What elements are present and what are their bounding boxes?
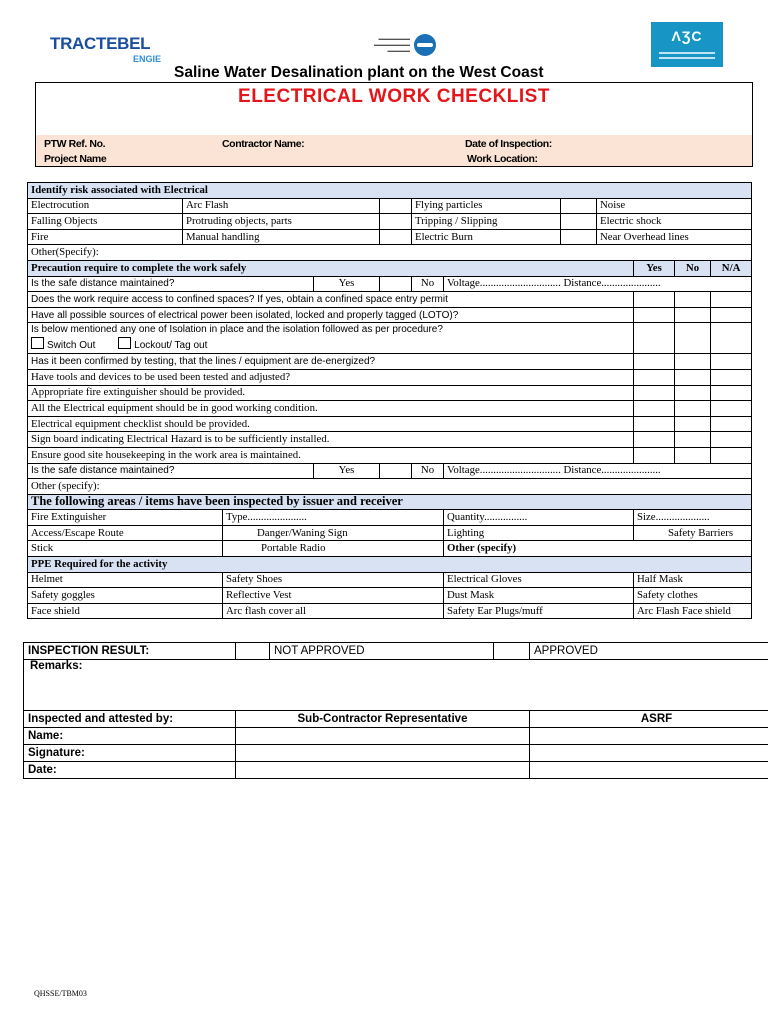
- precaution-row-isolation: [28, 323, 752, 354]
- risk-other-field[interactable]: Other(Specify):: [28, 245, 752, 261]
- area-item: Danger/Waning Sign: [223, 525, 444, 541]
- risk-check[interactable]: [561, 198, 597, 214]
- voltage-distance-field[interactable]: Voltage.............................. Distance......................: [444, 276, 752, 292]
- distance-question: Is the safe distance maintained?: [28, 276, 314, 292]
- isolation-cell: [28, 323, 634, 354]
- project-name-label: Project Name: [44, 153, 107, 165]
- work-location-label: Work Location:: [467, 153, 538, 165]
- size-field[interactable]: Size....................: [634, 510, 752, 526]
- ppe-item: Electrical Gloves: [444, 572, 634, 588]
- risk-row: [28, 229, 752, 245]
- risk-item: Manual handling: [183, 229, 380, 245]
- lockout-label: Lockout/ Tag out: [134, 340, 208, 352]
- risk-header-row: [28, 183, 752, 199]
- risk-item: Fire: [28, 229, 183, 245]
- ppe-header-row: [28, 557, 752, 573]
- risk-item: Noise: [597, 198, 752, 214]
- ppe-item: Safety Shoes: [223, 572, 444, 588]
- precaution-row: [28, 385, 752, 401]
- result-row: [24, 643, 768, 660]
- na-cell[interactable]: [711, 432, 752, 448]
- document-code: QHSSE/TBM03: [34, 989, 87, 998]
- yes-cell[interactable]: [634, 323, 675, 354]
- ppe-item: Reflective Vest: [223, 588, 444, 604]
- precaution-heading: Precaution require to complete the work safely: [28, 260, 634, 276]
- distance-row: [28, 276, 752, 292]
- areas-heading: The following areas / items have been inspected by issuer and receiver: [28, 494, 752, 510]
- precaution-row: [28, 354, 752, 370]
- risk-check[interactable]: [380, 214, 412, 230]
- precaution-header-row: [28, 260, 752, 276]
- precaution-item: Has it been confirmed by testing, that the lines / equipment are de-energized?: [28, 354, 634, 370]
- swcc-emblem-icon: [414, 34, 436, 56]
- precaution-row: [28, 307, 752, 323]
- document-title: ELECTRICAL WORK CHECKLIST: [238, 86, 550, 107]
- signature-row: [24, 745, 768, 762]
- name-label: Name:: [24, 728, 236, 745]
- ppe-item: Helmet: [28, 572, 223, 588]
- risk-item: Electric shock: [597, 214, 752, 230]
- risk-check[interactable]: [380, 229, 412, 245]
- risk-check[interactable]: [561, 229, 597, 245]
- area-item: Safety Barriers: [634, 525, 752, 541]
- risk-item: Near Overhead lines: [597, 229, 752, 245]
- abc-logo: ΛƷC: [651, 22, 723, 67]
- distance-yes[interactable]: Yes: [314, 463, 380, 479]
- asrf-signature-field[interactable]: [530, 745, 768, 762]
- asrf-date-field[interactable]: [530, 762, 768, 779]
- risk-check[interactable]: [561, 214, 597, 230]
- areas-row: [28, 510, 752, 526]
- yes-cell[interactable]: [634, 416, 675, 432]
- ppe-heading: PPE Required for the activity: [28, 557, 752, 573]
- yes-cell[interactable]: [634, 432, 675, 448]
- precaution-row: [28, 369, 752, 385]
- sub-rep-name-field[interactable]: [236, 728, 530, 745]
- distance-yes[interactable]: Yes: [314, 276, 380, 292]
- not-approved-label: NOT APPROVED: [270, 643, 494, 660]
- risk-item: Electric Burn: [412, 229, 561, 245]
- ppe-item: Safety goggles: [28, 588, 223, 604]
- precaution-item: Is below mentioned any one of Isolation in place and the isolation followed as per procedure?: [31, 324, 443, 336]
- voltage-distance-field[interactable]: Voltage.............................. Distance......................: [444, 463, 752, 479]
- precaution-item: Have tools and devices to be used been tested and adjusted?: [28, 369, 634, 385]
- ppe-item: Face shield: [28, 603, 223, 619]
- no-cell[interactable]: [675, 432, 711, 448]
- yes-cell[interactable]: [634, 292, 675, 308]
- signature-label: Signature:: [24, 745, 236, 762]
- na-cell[interactable]: [711, 323, 752, 354]
- contractor-name-label: Contractor Name:: [222, 138, 305, 150]
- na-cell[interactable]: [711, 292, 752, 308]
- ppe-item: Arc Flash Face shield: [634, 603, 752, 619]
- risk-check[interactable]: [380, 198, 412, 214]
- ppe-item: Half Mask: [634, 572, 752, 588]
- date-of-inspection-label: Date of Inspection:: [465, 138, 552, 150]
- attested-row: [24, 711, 768, 728]
- ptw-ref-label: PTW Ref. No.: [44, 138, 106, 150]
- no-cell[interactable]: [675, 416, 711, 432]
- no-cell[interactable]: [675, 292, 711, 308]
- attested-label: Inspected and attested by:: [24, 711, 236, 728]
- not-approved-checkbox[interactable]: [236, 643, 270, 660]
- risk-heading: Identify risk associated with Electrical: [28, 183, 752, 199]
- risk-item: Falling Objects: [28, 214, 183, 230]
- switch-out-label: Switch Out: [47, 340, 96, 352]
- precaution-row: [28, 416, 752, 432]
- areas-header-row: [28, 494, 752, 510]
- risk-row: [28, 214, 752, 230]
- ppe-row: [28, 603, 752, 619]
- approved-checkbox[interactable]: [494, 643, 530, 660]
- distance-row: [28, 463, 752, 479]
- name-row: [24, 728, 768, 745]
- yes-cell[interactable]: [634, 354, 675, 370]
- no-cell[interactable]: [675, 369, 711, 385]
- no-cell[interactable]: [675, 307, 711, 323]
- sub-contractor-rep-header: Sub-Contractor Representative: [236, 711, 530, 728]
- sub-rep-signature-field[interactable]: [236, 745, 530, 762]
- ppe-item: Safety clothes: [634, 588, 752, 604]
- type-field[interactable]: Type......................: [223, 510, 444, 526]
- risk-item: Electrocution: [28, 198, 183, 214]
- precaution-item: Does the work require access to confined spaces? If yes, obtain a confined space entry permit: [28, 292, 634, 308]
- no-cell[interactable]: [675, 447, 711, 463]
- plant-title: Saline Water Desalination plant on the West Coast: [174, 64, 544, 81]
- precaution-row: [28, 447, 752, 463]
- precaution-item: Sign board indicating Electrical Hazard is to be sufficiently installed.: [28, 432, 634, 448]
- na-cell[interactable]: [711, 307, 752, 323]
- area-item: Stick: [28, 541, 223, 557]
- ppe-row: [28, 572, 752, 588]
- ppe-row: [28, 588, 752, 604]
- remarks-row: [24, 660, 768, 711]
- col-yes: Yes: [634, 260, 675, 276]
- info-band: [36, 135, 752, 166]
- no-cell[interactable]: [675, 323, 711, 354]
- no-cell[interactable]: [675, 385, 711, 401]
- distance-no[interactable]: No: [412, 463, 444, 479]
- date-label: Date:: [24, 762, 236, 779]
- inspection-result-label: INSPECTION RESULT:: [24, 643, 236, 660]
- precaution-row: [28, 432, 752, 448]
- precaution-item: Ensure good site housekeeping in the work area is maintained.: [28, 447, 634, 463]
- na-cell[interactable]: [711, 369, 752, 385]
- areas-row: [28, 525, 752, 541]
- risk-row: [28, 198, 752, 214]
- precaution-item: Have all possible sources of electrical power been isolated, locked and properly tagged (LOTO)?: [28, 307, 634, 323]
- distance-no[interactable]: No: [412, 276, 444, 292]
- precaution-item: Appropriate fire extinguisher should be provided.: [28, 385, 634, 401]
- precaution-row: [28, 292, 752, 308]
- date-row: [24, 762, 768, 779]
- precaution-row: [28, 401, 752, 417]
- switch-out-checkbox[interactable]: [31, 337, 44, 349]
- sub-rep-date-field[interactable]: [236, 762, 530, 779]
- swcc-logo: ▬▬▬▬▬▬▬ ▬▬▬▬▬▬▬▬ ▬▬▬▬▬: [326, 34, 441, 64]
- col-na: N/A: [711, 260, 752, 276]
- na-cell[interactable]: [711, 354, 752, 370]
- area-item: Portable Radio: [223, 541, 444, 557]
- approved-label: APPROVED: [530, 643, 768, 660]
- precaution-item: Electrical equipment checklist should be provided.: [28, 416, 634, 432]
- yes-cell[interactable]: [634, 369, 675, 385]
- no-cell[interactable]: [675, 354, 711, 370]
- lockout-checkbox[interactable]: [118, 337, 131, 349]
- col-no: No: [675, 260, 711, 276]
- remarks-label: Remarks:: [30, 660, 83, 672]
- engie-logo: ENGIE: [133, 54, 162, 64]
- area-item: Access/Escape Route: [28, 525, 223, 541]
- na-cell[interactable]: [711, 385, 752, 401]
- inspection-result-table: [23, 642, 768, 779]
- area-item: Fire Extinguisher: [28, 510, 223, 526]
- distance-question: Is the safe distance maintained?: [28, 463, 314, 479]
- risk-item: Arc Flash: [183, 198, 380, 214]
- precaution-other-field[interactable]: Other (specify):: [28, 479, 752, 495]
- risk-item: Flying particles: [412, 198, 561, 214]
- ppe-item: Safety Ear Plugs/muff: [444, 603, 634, 619]
- yes-cell[interactable]: [634, 401, 675, 417]
- distance-yes-box[interactable]: [380, 276, 412, 292]
- precaution-item: All the Electrical equipment should be in good working condition.: [28, 401, 634, 417]
- other-specify-field[interactable]: Other (specify): [444, 541, 752, 557]
- na-cell[interactable]: [711, 447, 752, 463]
- isolation-options: [31, 337, 630, 353]
- na-cell[interactable]: [711, 416, 752, 432]
- ppe-item: Dust Mask: [444, 588, 634, 604]
- precaution-other-row: [28, 479, 752, 495]
- remarks-field[interactable]: [24, 660, 768, 711]
- yes-cell[interactable]: [634, 385, 675, 401]
- ppe-item: Arc flash cover all: [223, 603, 444, 619]
- yes-cell[interactable]: [634, 307, 675, 323]
- yes-cell[interactable]: [634, 447, 675, 463]
- area-item: Lighting: [444, 525, 634, 541]
- areas-row: [28, 541, 752, 557]
- no-cell[interactable]: [675, 401, 711, 417]
- na-cell[interactable]: [711, 401, 752, 417]
- tractebel-logo: TRACTEBEL: [50, 34, 151, 53]
- asrf-name-field[interactable]: [530, 728, 768, 745]
- risk-item: Tripping / Slipping: [412, 214, 561, 230]
- risk-item: Protruding objects, parts: [183, 214, 380, 230]
- asrf-header: ASRF: [530, 711, 768, 728]
- checklist-table: [27, 182, 752, 619]
- distance-yes-box[interactable]: [380, 463, 412, 479]
- risk-other-row: [28, 245, 752, 261]
- quantity-field[interactable]: Quantity................: [444, 510, 634, 526]
